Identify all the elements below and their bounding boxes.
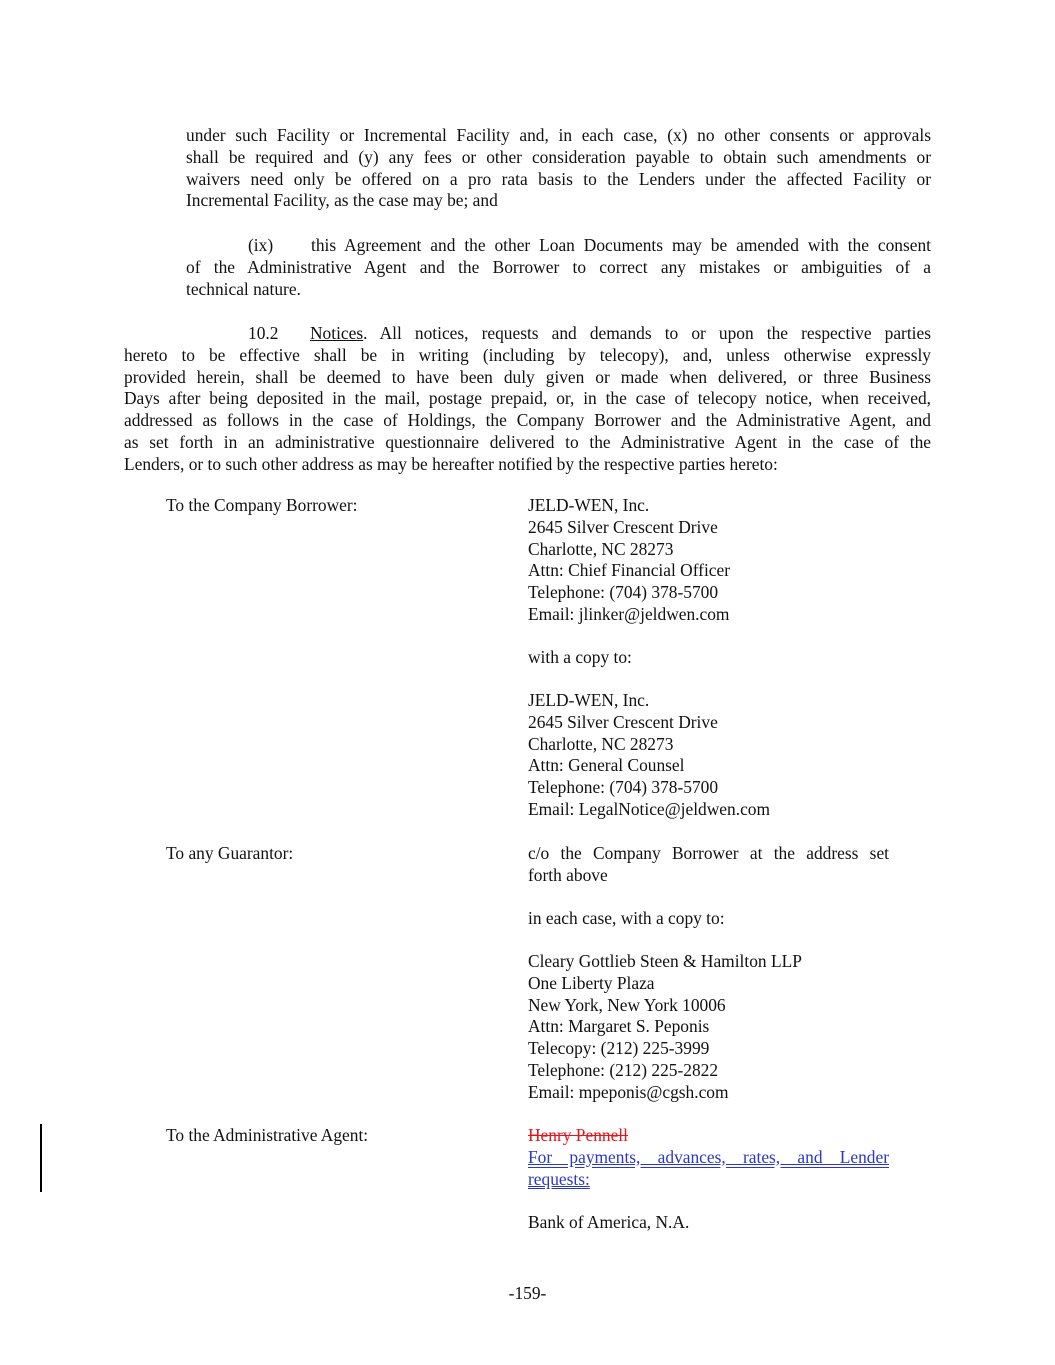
company-borrower-address xyxy=(528,495,730,626)
address-line: Email: mpeponis@cgsh.com xyxy=(528,1081,729,1102)
text-line: of the Administrative Agent and the Borrower to correct any mistakes or ambiguities of a xyxy=(186,256,931,277)
address-line: New York, New York 10006 xyxy=(528,994,726,1015)
address-line: Attn: Chief Financial Officer xyxy=(528,560,731,581)
text-line: shall be required and (y) any fees or other consideration payable to obtain such amendments or xyxy=(186,146,931,167)
address-line: Attn: Margaret S. Peponis xyxy=(528,1016,710,1037)
text-line: hereto to be effective shall be in writing (including by telecopy), and, unless otherwise expressly xyxy=(124,344,931,365)
inserted-text: For payments, advances, rates, and Lender xyxy=(528,1146,889,1167)
company-borrower-copy-address xyxy=(528,690,770,821)
address-line: Charlotte, NC 28273 xyxy=(528,538,674,559)
address-line: Telecopy: (212) 225-3999 xyxy=(528,1038,710,1059)
page-number: -159- xyxy=(508,1283,547,1303)
administrative-agent-address xyxy=(528,1125,889,1190)
copy-label: in each case, with a copy to: xyxy=(528,908,725,928)
inserted-text: requests: xyxy=(528,1168,590,1189)
guarantor-copy-address xyxy=(528,951,802,1104)
address-line: Cleary Gottlieb Steen & Hamilton LLP xyxy=(528,951,802,971)
copy-label: with a copy to: xyxy=(528,647,632,667)
section-notices xyxy=(124,323,931,476)
address-line: Email: LegalNotice@jeldwen.com xyxy=(528,798,771,819)
text-line: Incremental Facility, as the case may be; and xyxy=(186,190,498,211)
section-first-line xyxy=(124,323,931,345)
notice-label-guarantor: To any Guarantor: xyxy=(166,843,294,863)
address-line: Email: jlinker@jeldwen.com xyxy=(528,603,730,624)
bank-name: Bank of America, N.A. xyxy=(528,1212,690,1232)
address-line: JELD-WEN, Inc. xyxy=(528,690,650,710)
text-line: waivers need only be offered on a pro rata basis to the Lenders under the affected Facility or xyxy=(186,168,931,189)
address-line: Telephone: (704) 378-5700 xyxy=(528,777,719,798)
section-text: . All notices, requests and demands to or upon the respective parties xyxy=(363,323,931,343)
address-line: Charlotte, NC 28273 xyxy=(528,733,674,754)
address-line: c/o the Company Borrower at the address set xyxy=(528,843,889,863)
deleted-text: Henry Pennell xyxy=(528,1125,628,1145)
text-line: technical nature. xyxy=(186,278,301,299)
clause-ix xyxy=(186,235,931,300)
paragraph-continuation xyxy=(186,125,931,212)
guarantor-address xyxy=(528,843,889,887)
address-line: 2645 Silver Crescent Drive xyxy=(528,516,718,537)
address-line: JELD-WEN, Inc. xyxy=(528,495,650,515)
address-line: forth above xyxy=(528,864,608,885)
clause-first-line xyxy=(186,235,931,257)
address-line: 2645 Silver Crescent Drive xyxy=(528,711,718,732)
text-line: addressed as follows in the case of Holdings, the Company Borrower and the Administrative Agent, and xyxy=(124,410,931,431)
text-line: Days after being deposited in the mail, postage prepaid, or, in the case of telecopy notice, when received, xyxy=(124,388,931,409)
clause-text: this Agreement and the other Loan Documents may be amended with the consent xyxy=(311,235,931,255)
clause-number: (ix) xyxy=(248,235,274,255)
address-line: One Liberty Plaza xyxy=(528,972,655,993)
text-line: under such Facility or Incremental Facility and, in each case, (x) no other consents or approvals xyxy=(186,125,931,145)
notice-label-company-borrower: To the Company Borrower: xyxy=(166,495,358,515)
address-line: Attn: General Counsel xyxy=(528,755,685,776)
text-line: provided herein, shall be deemed to have been duly given or made when delivered, or three Business xyxy=(124,366,931,387)
section-heading: Notices xyxy=(310,323,364,343)
text-line: Lenders, or to such other address as may be hereafter notified by the respective parties hereto: xyxy=(124,453,778,474)
section-number: 10.2 xyxy=(248,323,279,343)
notice-label-administrative-agent: To the Administrative Agent: xyxy=(166,1125,369,1145)
address-line: Telephone: (704) 378-5700 xyxy=(528,582,719,603)
address-line: Telephone: (212) 225-2822 xyxy=(528,1059,719,1080)
text-line: as set forth in an administrative questionnaire delivered to the Administrative Agent in the case of the xyxy=(124,431,931,452)
revision-change-bar xyxy=(40,1124,42,1192)
